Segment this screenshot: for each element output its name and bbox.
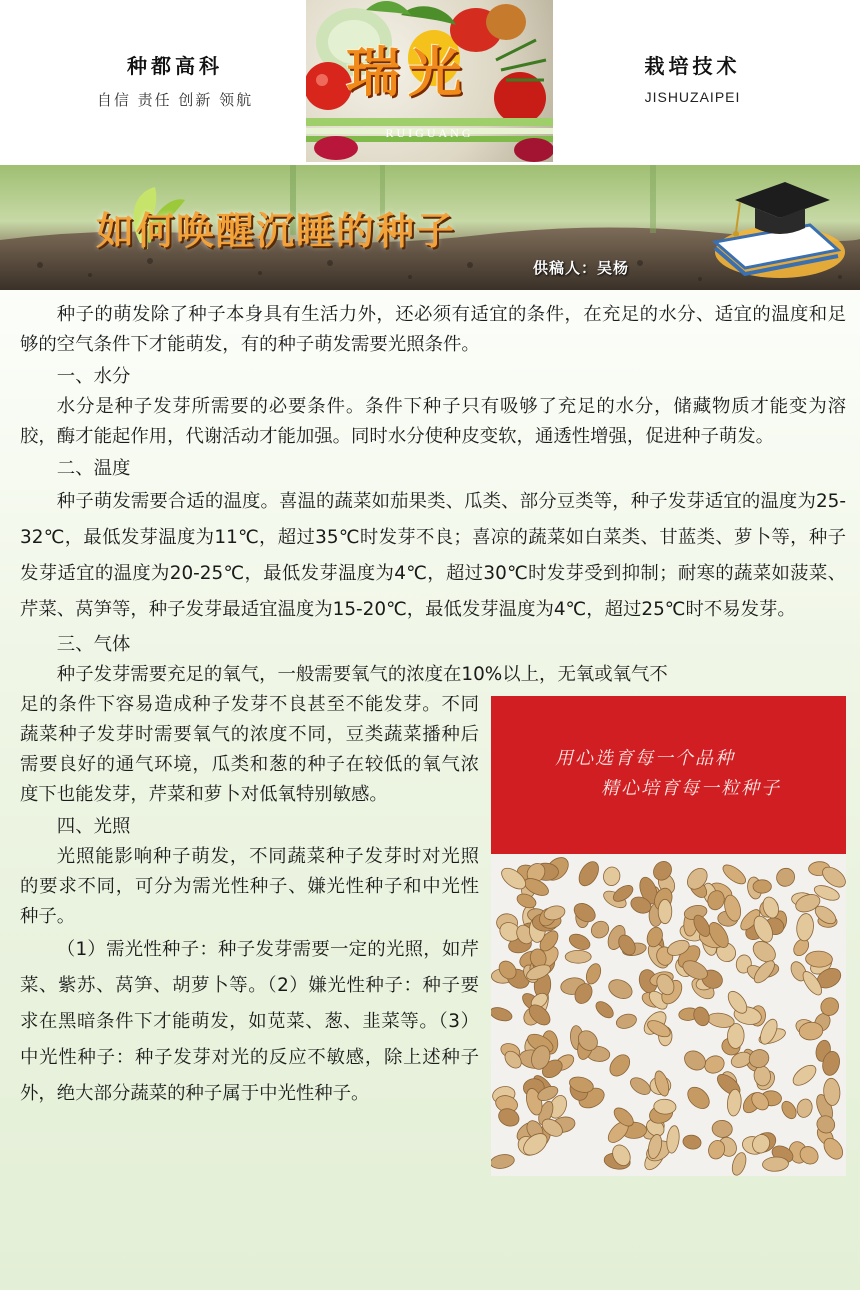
photo-red-banner: [491, 696, 846, 854]
seed: [571, 900, 599, 926]
photo-slogan-line2: 精心培育每一粒种子: [601, 778, 781, 799]
company-slogan: 自信 责任 创新 领航: [96, 91, 254, 109]
gas-paragraph-first-line: 种子发芽需要充足的氧气，一般需要氧气的浓度在10%以上，无氧或氧气不: [56, 664, 668, 685]
graduation-cap-book-icon: [690, 170, 845, 285]
seed: [665, 1125, 680, 1154]
seed: [584, 962, 604, 986]
seed: [720, 861, 749, 887]
seed: [575, 858, 602, 889]
seed: [691, 1005, 712, 1028]
seed: [627, 1074, 653, 1098]
seed: [795, 1097, 815, 1119]
seed: [606, 976, 636, 1002]
brand-left: [70, 50, 280, 110]
section-category: 栽培技术: [644, 54, 741, 78]
seed: [779, 1099, 799, 1121]
seed: [515, 891, 538, 910]
seed: [805, 951, 832, 968]
seeds-pile: [491, 854, 846, 1176]
seed: [567, 931, 593, 953]
seed: [682, 1134, 702, 1151]
seed: [711, 1119, 733, 1138]
heading-gas: 三、气体: [56, 634, 131, 655]
page-header: [0, 0, 860, 165]
heading-water: 一、水分: [56, 366, 131, 387]
seed-photo: [491, 696, 846, 1176]
seeds-illustration: [491, 854, 846, 1176]
seed: [773, 865, 798, 890]
article-author: 供稿人：吴杨: [533, 259, 630, 277]
article-body: [20, 300, 846, 1176]
seed: [491, 1153, 515, 1170]
seed: [615, 1012, 639, 1031]
seed: [762, 1156, 789, 1172]
gas-paragraph-rest: 足的条件下容易造成种子发芽不良甚至不能发芽。不同蔬菜种子发芽时需要氧气的浓度不同，豆类蔬菜播种后需要良好的通气环境，瓜类和葱的种子在较低的氧气浓度下也能发芽，芹菜和萝卜对低氧特别敏感。: [20, 694, 479, 805]
light-paragraph: 光照能影响种子萌发，不同蔬菜种子发芽时对光照的要求不同，可分为需光性种子、嫌光性种子和中光性种子。: [20, 846, 479, 927]
photo-slogan-line1: 用心选育每一个品种: [555, 748, 735, 769]
logo-english-name: RUIGUANG: [385, 126, 474, 140]
ruiguang-logo: [306, 0, 553, 162]
heading-temperature: 二、温度: [56, 458, 131, 479]
seed: [795, 913, 814, 942]
seed: [753, 880, 771, 893]
heading-light: 四、光照: [56, 816, 131, 837]
seed: [593, 998, 616, 1020]
seed: [790, 1061, 820, 1089]
brand-right: [585, 50, 800, 105]
seed: [602, 866, 621, 887]
water-paragraph: 水分是种子发芽所需要的必要条件。条件下种子只有吸够了充足的水分，储藏物质才能变为溶胶，酶才能起作用，代谢活动才能加强。同时水分使种皮变软，通透性增强，促进种子萌发。: [20, 396, 846, 447]
light-categories-paragraph: （1）需光性种子：种子发芽需要一定的光照，如芹菜、紫苏、莴笋、胡萝卜等。（2）嫌光性种子：种子要求在黑暗条件下才能萌发，如苋菜、葱、韭菜等。（3）中光性种子：种子发芽对光的反应不敏感，除上述种子外，绝大部分蔬菜的种子属于中光性种子。: [20, 939, 479, 1104]
company-name: 种都高科: [127, 54, 223, 78]
seed: [658, 899, 672, 923]
section-category-pinyin: JISHUZAIPEI: [644, 89, 741, 105]
logo-chinese-name: 瑞光: [346, 40, 470, 104]
seed: [491, 1005, 514, 1023]
intro-paragraph: 种子的萌发除了种子本身具有生活力外，还必须有适宜的条件，在充足的水分、适宜的温度和足够的空气条件下才能萌发，有的种子萌发需要光照条件。: [20, 304, 846, 355]
seed: [565, 950, 591, 963]
article-title: 如何唤醒沉睡的种子: [96, 209, 457, 253]
title-banner: [0, 165, 860, 290]
seed: [684, 1083, 714, 1113]
temperature-paragraph: 种子萌发需要合适的温度。喜温的蔬菜如茄果类、瓜类、部分豆类等，种子发芽适宜的温度为25-32℃，最低发芽温度为11℃，超过35℃时发芽不良；喜凉的蔬菜如白菜类、甘蓝类、萝卜等，种子发芽适宜的温度为20-25℃，最低发芽温度为4℃，超过30℃时发芽受到抑制；耐寒的蔬菜如菠菜、芹菜、莴笋等，种子发芽最适宜温度为15-20℃，最低发芽温度为4℃，超过25℃时不易发芽。: [20, 491, 846, 620]
seed: [681, 1047, 709, 1074]
